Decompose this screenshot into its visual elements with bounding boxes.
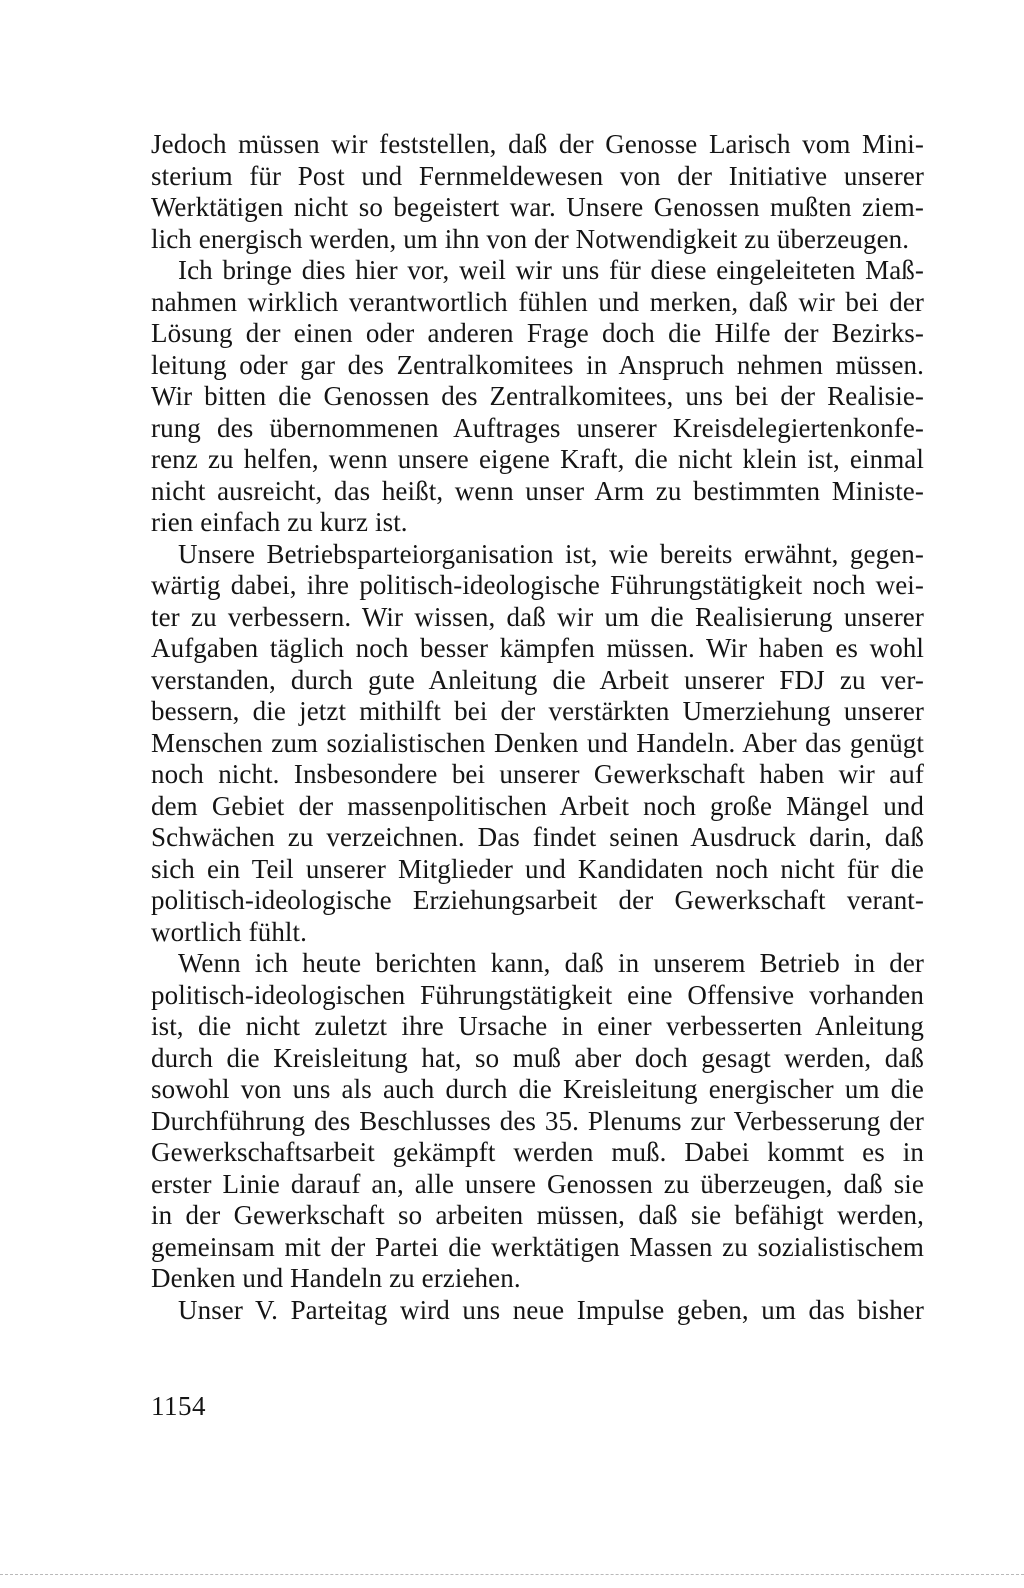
text-line: lich energisch werden, um ihn von der Notwendigkeit zu überzeugen. bbox=[151, 223, 910, 254]
text-line: Lösung der einen oder anderen Frage doch die Hilfe der Bezirks- bbox=[151, 318, 924, 348]
text-line: bessern, die jetzt mithilft bei der verstärkten Umerziehung unserer bbox=[151, 696, 924, 726]
text-line: politisch-ideologische Erziehungsarbeit der Gewerkschaft verant- bbox=[151, 885, 924, 915]
text-line: rung des übernommenen Auftrages unserer Kreisdelegiertenkonfe- bbox=[151, 412, 924, 443]
text-line: in der Gewerkschaft so arbeiten müssen, daß sie befähigt werden, bbox=[151, 1200, 924, 1230]
text-line: Ich bringe dies hier vor, weil wir uns für diese eingeleiteten Maß- bbox=[178, 255, 924, 285]
text-line: Wenn ich heute berichten kann, daß in unserem Betrieb in der bbox=[178, 948, 924, 978]
text-line: wortlich fühlt. bbox=[151, 916, 307, 947]
text-line: gemeinsam mit der Partei die werktätigen Massen zu sozialistischem bbox=[151, 1231, 924, 1262]
text-line: sich ein Teil unserer Mitglieder und Kandidaten noch nicht für die bbox=[151, 853, 924, 884]
text-line: renz zu helfen, wenn unsere eigene Kraft, die nicht klein ist, einmal bbox=[151, 444, 924, 474]
bottom-scan-edge-rule bbox=[0, 1574, 1024, 1575]
text-line: Unsere Betriebsparteiorganisation ist, wie bereits erwähnt, gegen- bbox=[178, 538, 924, 569]
text-line: verstanden, durch gute Anleitung die Arbeit unserer FDJ zu ver- bbox=[151, 664, 924, 695]
text-line: Gewerkschaftsarbeit gekämpft werden muß. Dabei kommt es in bbox=[151, 1137, 924, 1167]
page-number: 1154 bbox=[151, 1391, 206, 1421]
text-line: durch die Kreisleitung hat, so muß aber doch gesagt werden, daß bbox=[151, 1042, 924, 1073]
text-line: Jedoch müssen wir feststellen, daß der Genosse Larisch vom Mini- bbox=[151, 129, 924, 159]
text-line: Wir bitten die Genossen des Zentralkomitees, uns bei der Realisie- bbox=[151, 381, 924, 411]
text-line: Unser V. Parteitag wird uns neue Impulse geben, um das bisher bbox=[178, 1294, 924, 1325]
page-body-text bbox=[151, 129, 924, 1326]
text-line: ter zu verbessern. Wir wissen, daß wir um die Realisierung unserer bbox=[151, 601, 924, 632]
text-line: politisch-ideologischen Führungstätigkeit eine Offensive vorhanden bbox=[151, 979, 924, 1010]
text-line: Denken und Handeln zu erziehen. bbox=[151, 1263, 521, 1293]
text-line: noch nicht. Insbesondere bei unserer Gewerkschaft haben wir auf bbox=[151, 759, 924, 789]
text-line: Aufgaben täglich noch besser kämpfen müssen. Wir haben es wohl bbox=[151, 633, 924, 663]
text-line: sterium für Post und Fernmeldewesen von der Initiative unserer bbox=[151, 160, 924, 191]
text-line: sowohl von uns als auch durch die Kreisleitung energischer um die bbox=[151, 1074, 924, 1104]
text-line: dem Gebiet der massenpolitischen Arbeit noch große Mängel und bbox=[151, 790, 924, 821]
text-line: leitung oder gar des Zentralkomitees in Anspruch nehmen müssen. bbox=[151, 349, 924, 380]
text-line: wärtig dabei, ihre politisch-ideologische Führungstätigkeit noch wei- bbox=[151, 570, 924, 600]
text-line: erster Linie darauf an, alle unsere Genossen zu überzeugen, daß sie bbox=[151, 1168, 924, 1199]
text-line: ist, die nicht zuletzt ihre Ursache in einer verbesserten Anleitung bbox=[151, 1011, 924, 1041]
text-line: nicht ausreicht, das heißt, wenn unser Arm zu bestimmten Ministe- bbox=[151, 475, 924, 506]
text-line: Durchführung des Beschlusses des 35. Plenums zur Verbesserung der bbox=[151, 1105, 924, 1136]
text-line: nahmen wirklich verantwortlich fühlen und merken, daß wir bei der bbox=[151, 286, 924, 317]
text-line: Menschen zum sozialistischen Denken und Handeln. Aber das genügt bbox=[151, 727, 924, 758]
text-line: Schwächen zu verzeichnen. Das findet seinen Ausdruck darin, daß bbox=[151, 822, 924, 852]
text-line: Werktätigen nicht so begeistert war. Unsere Genossen mußten ziem- bbox=[151, 192, 924, 222]
text-line: rien einfach zu kurz ist. bbox=[151, 507, 408, 537]
